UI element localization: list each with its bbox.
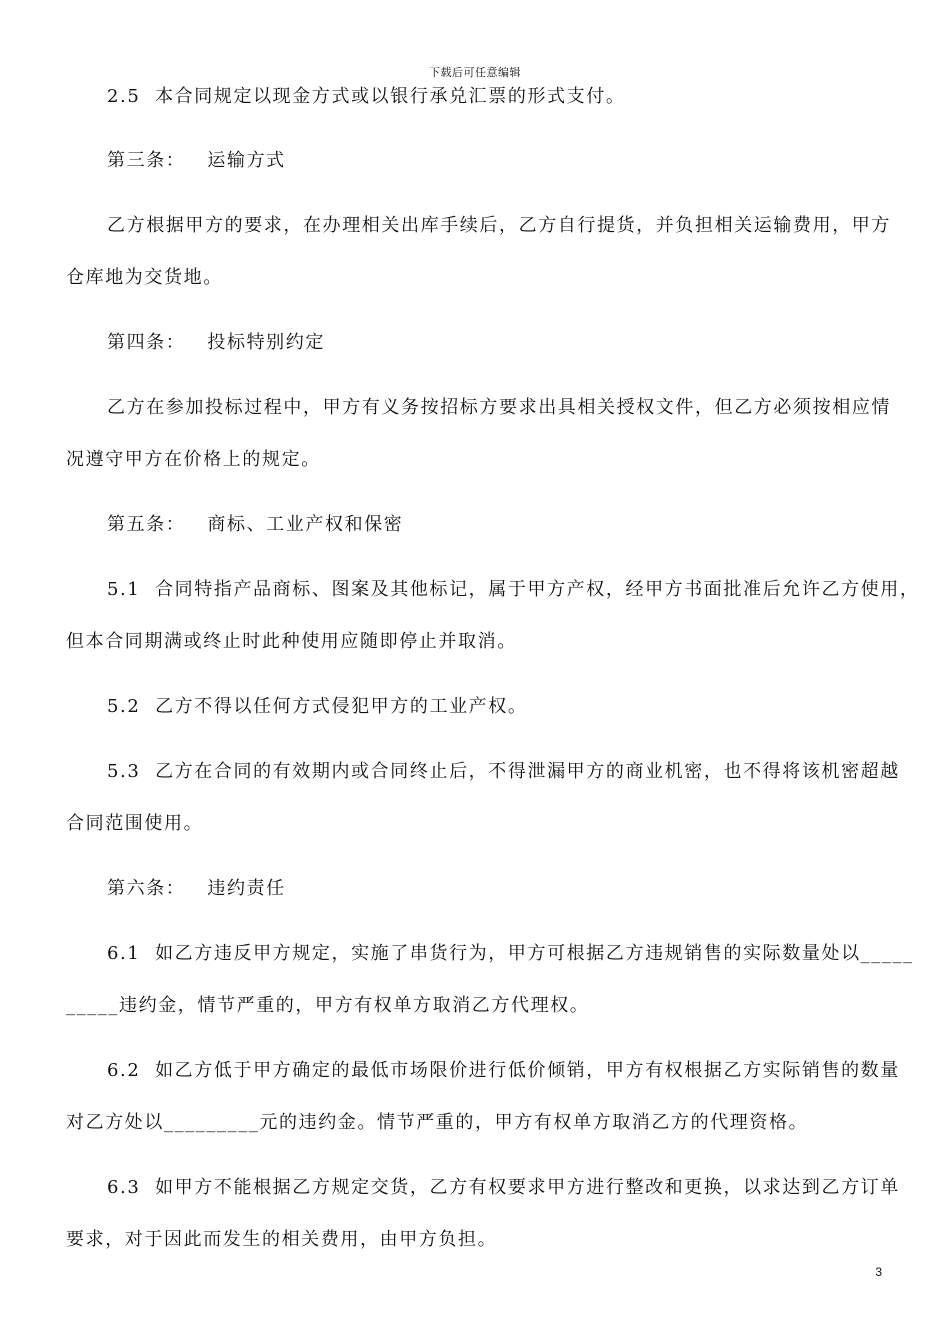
- article-6-heading: 第六条： 违约责任: [107, 878, 286, 899]
- clause-6-1-line-1: 6.1 如乙方违反甲方规定，实施了串货行为，甲方可根据乙方违规销售的实际数量处以_____: [107, 943, 914, 964]
- article-4-heading: 第四条： 投标特别约定: [107, 332, 325, 353]
- clause-2-5: 2.5 本合同规定以现金方式或以银行承兑汇票的形式支付。: [107, 86, 626, 107]
- clause-5-1-line-1: 5.1 合同特指产品商标、图案及其他标记，属于甲方产权，经甲方书面批准后允许乙方使用，: [107, 579, 920, 600]
- article-4-text-1: 乙方在参加投标过程中，甲方有义务按招标方要求出具相关授权文件，但乙方必须按相应情: [107, 397, 891, 418]
- article-3-text-1: 乙方根据甲方的要求，在办理相关出库手续后，乙方自行提货，并负担相关运输费用，甲方: [107, 215, 891, 236]
- clause-6-1-line-2: _____违约金，情节严重的，甲方有权单方取消乙方代理权。: [66, 995, 590, 1016]
- clause-5-3-line-1: 5.3 乙方在合同的有效期内或合同终止后，不得泄漏甲方的商业机密，也不得将该机密超越: [107, 761, 900, 782]
- clause-5-2: 5.2 乙方不得以任何方式侵犯甲方的工业产权。: [107, 696, 528, 717]
- clause-6-2-line-2: 对乙方处以_________元的违约金。情节严重的，甲方有权单方取消乙方的代理资格。: [66, 1112, 809, 1133]
- page-header: 下载后可任意编辑: [429, 66, 521, 79]
- clause-6-2-line-1: 6.2 如乙方低于甲方确定的最低市场限价进行低价倾销，甲方有权根据乙方实际销售的数量: [107, 1060, 900, 1081]
- article-3-heading: 第三条： 运输方式: [107, 150, 286, 171]
- article-4-text-2: 况遵守甲方在价格上的规定。: [66, 449, 321, 470]
- clause-5-3-line-2: 合同范围使用。: [66, 813, 204, 834]
- clause-5-1-line-2: 但本合同期满或终止时此种使用应随即停止并取消。: [66, 631, 517, 652]
- article-5-heading: 第五条： 商标、工业产权和保密: [107, 514, 404, 535]
- article-3-text-2: 仓库地为交货地。: [66, 267, 223, 288]
- clause-6-3-line-1: 6.3 如甲方不能根据乙方规定交货，乙方有权要求甲方进行整改和更换，以求达到乙方订单: [107, 1177, 900, 1198]
- clause-6-3-line-2: 要求，对于因此而发生的相关费用，由甲方负担。: [66, 1229, 498, 1250]
- page-number: 3: [875, 1265, 882, 1279]
